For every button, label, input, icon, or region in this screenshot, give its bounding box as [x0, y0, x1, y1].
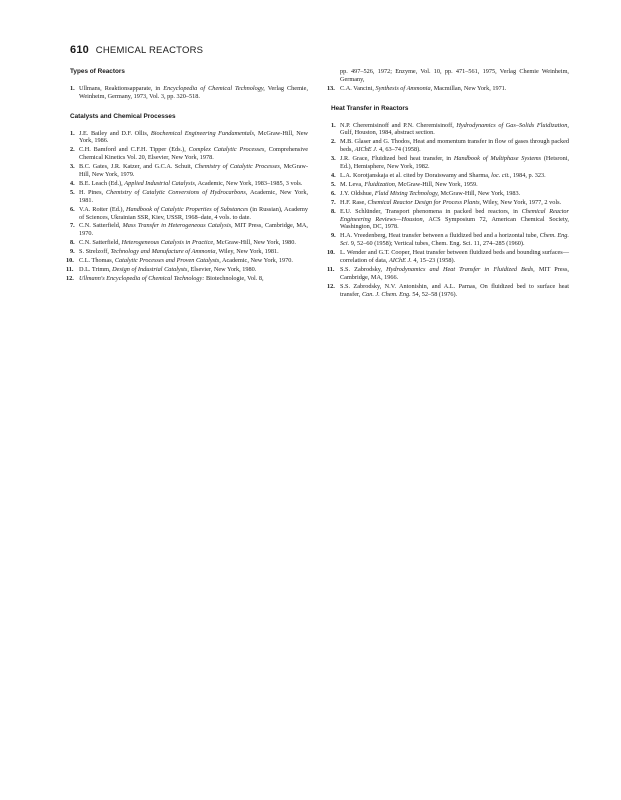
reference-title: AIChE J. [388, 257, 412, 265]
reference-text: L.A. Korotjanskaja et al. cited by Doraiswamy and Sharma, [340, 171, 492, 179]
reference-number: 4. [331, 171, 336, 179]
reference-number: 11. [327, 266, 335, 273]
reference-text: Macmillan, New York, 1971. [432, 84, 507, 92]
reference-entry [66, 275, 308, 283]
reference-entry [70, 130, 308, 146]
reference-text: 4, 63–74 (1958). [377, 146, 421, 154]
reference-entry [331, 172, 569, 180]
reference-number: 1. [70, 129, 75, 137]
reference-title: Heterogeneous Catalysis in Practice, [121, 239, 215, 247]
reference-entry [331, 199, 569, 207]
reference-list [70, 85, 308, 101]
reference-number: 12. [66, 275, 74, 283]
reference-text: M. Leva, [340, 180, 365, 188]
reference-number: 3. [331, 155, 336, 163]
reference-number: 1. [70, 85, 75, 92]
reference-entry [331, 190, 569, 198]
reference-number: 3. [70, 163, 75, 171]
reference-title: Design of Industrial Catalysts, [112, 266, 189, 274]
reference-entry [66, 266, 308, 274]
reference-title: Can. J. Chem. Eng. [361, 290, 411, 298]
reference-entry [327, 266, 569, 282]
reference-entry [70, 239, 308, 247]
reference-text: MIT Press, Cambridge, MA, 1970. [79, 222, 308, 238]
reference-text: D.L. Trimm, [79, 266, 113, 274]
reference-text: C.H. Bamford and C.F.H. Tipper (Eds.), [79, 146, 189, 154]
reference-number: 2. [70, 146, 75, 154]
reference-title: Catalytic Processes and Proven Catalysts, [114, 257, 221, 265]
reference-number: 6. [70, 205, 75, 213]
reference-number: 4. [70, 179, 75, 187]
reference-title: loc. cit., [491, 171, 512, 179]
reference-text: Elsevier, New York, 1980. [188, 266, 257, 274]
reference-entry [331, 155, 569, 171]
reference-text: H. Pines, [79, 188, 106, 196]
reference-text: Academic, New York, 1981. [79, 188, 309, 204]
reference-text: B.C. Gates, J.R. Katzer, and G.C.A. Schuit, [79, 163, 195, 171]
reference-number: 10. [327, 249, 335, 257]
reference-title: Hydrodynamics of Gas–Solids Fluidization, [456, 121, 569, 129]
reference-entry [70, 163, 308, 179]
reference-title: Chemistry of Catalytic Conversions of Hydrocarbons, [105, 188, 248, 196]
reference-text: McGraw-Hill, New York, 1959. [396, 180, 478, 188]
reference-number: 12. [327, 282, 335, 290]
reference-list [327, 121, 570, 299]
reference-text: McGraw-Hill, New York, 1979. [79, 163, 309, 178]
reference-text: B.E. Leach (Ed.), [79, 179, 125, 187]
reference-text: Wiley, New York, 1981. [217, 248, 279, 256]
reference-text: Wiley, New York, 1977, 2 vols. [481, 198, 562, 206]
reference-text: Gulf, Houston, 1984, abstract section. [340, 129, 435, 137]
reference-title: Handbook of Catalytic Properties of Substances [125, 205, 249, 213]
reference-title: Fluidization, [364, 180, 397, 188]
reference-number: 9. [331, 232, 336, 240]
reference-number: 2. [331, 138, 336, 146]
reference-number: 7. [70, 222, 75, 230]
reference-number: 1. [331, 121, 336, 129]
reference-entry [331, 181, 569, 189]
left-column [66, 68, 309, 284]
page-number: 610 [70, 44, 89, 56]
reference-text: S. Strelzoff, [79, 248, 111, 256]
reference-entry [70, 85, 308, 101]
reference-text: E.U. Schlünder, Transport phenomena in packed bed reactors, in [340, 207, 522, 215]
reference-text: 1984, p. 323. [511, 171, 546, 179]
reference-title: Hydrodynamics and Heat Transfer in Fluidized Beds, [386, 266, 535, 273]
reference-entry [327, 84, 569, 93]
reference-entry [327, 282, 569, 299]
reference-entry [70, 189, 308, 205]
reference-text: J.R. Grace, Fluidized bed heat transfer, in [340, 155, 454, 163]
reference-text: (in Russian), Academy of Sciences, Ukrainian SSR, Kiev, USSR, 1968–date, 4 vols. to date. [79, 205, 308, 221]
reference-text: S.S. Zabrodsky, [340, 266, 387, 273]
reference-title: Chemical Reactor Engineering Reviews—Houston, [340, 207, 569, 223]
reference-title: Biochemical Engineering Fundamentals, [150, 129, 256, 137]
reference-text: 4, 15–23 (1958). [411, 257, 456, 265]
reference-number: 5. [70, 188, 75, 196]
reference-text: 9, 52–60 (1958); Vertical tubes, Chem. Eng. Sci. 11, 274–285 (1960). [349, 240, 525, 248]
reference-entry [327, 249, 569, 265]
reference-title: AIChE J. [354, 146, 378, 154]
reference-number: 8. [331, 207, 336, 215]
reference-number: 10. [66, 257, 74, 265]
reference-text: N.P. Cheremisinoff and P.N. Cheremisinoff, [340, 121, 457, 129]
reference-text: C.N. Satterfield, [79, 222, 123, 230]
section-heading-catalysts: Catalysts and Chemical Processes [70, 112, 176, 120]
reference-text: J.E. Bailey and D.F. Ollis, [79, 129, 151, 137]
reference-list [66, 129, 309, 283]
reference-number: 7. [331, 198, 336, 206]
reference-text: C.N. Satterfield, [79, 239, 122, 247]
reference-text: ACS Symposium 72, American Chemical Society, Washington, DC, 1978. [340, 215, 569, 231]
reference-continuation [331, 68, 569, 84]
reference-text: V.A. Roiter (Ed.), [79, 205, 126, 213]
reference-title: Synthesis of Ammonia, [375, 84, 433, 92]
reference-entry [70, 180, 308, 188]
reference-number: 6. [331, 189, 336, 197]
reference-entry [331, 232, 569, 248]
reference-text: (Hetsroni, Ed.), Hemisphere, New York, 1982. [340, 155, 570, 170]
reference-number: 11. [66, 266, 74, 274]
reference-entry [331, 208, 569, 231]
reference-text: McGraw-Hill, New York, 1983. [438, 189, 521, 197]
reference-list [327, 84, 569, 93]
reference-entry [70, 248, 308, 256]
reference-entry [331, 122, 569, 138]
reference-title: Fluid Mixing Technology, [374, 189, 439, 197]
reference-number: 9. [70, 248, 75, 256]
reference-text: L. Wender and G.T. Cooper, Heat transfer between fluidized beds and bounding surfaces—correlation of data, [340, 249, 569, 265]
reference-title: Encyclopedia of Chemical Technology, [163, 85, 265, 92]
reference-title: Ullmann's Encyclopedia of Chemical Technology: [79, 275, 205, 283]
reference-entry [331, 138, 569, 154]
reference-text: Academic, New York, 1983–1985, 3 vols. [196, 179, 303, 187]
reference-list-continuation [331, 68, 569, 84]
reference-text: C.A. Vancini, [340, 84, 376, 92]
reference-text: M.B. Glaser and G. Thodos, Heat and momentum transfer in flow of gases through packed beds, [340, 138, 569, 154]
reference-text: J.Y. Oldshue, [340, 189, 375, 197]
reference-number: 5. [331, 180, 336, 188]
chapter-title: CHEMICAL REACTORS [95, 45, 204, 56]
reference-title: Technology and Manufacture of Ammonia, [110, 248, 218, 256]
reference-number: 13. [327, 84, 335, 92]
section-heading-types-of-reactors: Types of Reactors [70, 68, 125, 75]
reference-text: S.S. Zabrodsky, N.V. Antonishin, and A.L. Parnas, On fluidized bed to surface heat transfer, [340, 282, 569, 298]
reference-text: Academic, New York, 1970. [220, 257, 293, 265]
reference-text: Ullmans, Reaktionsapparate, in [79, 85, 164, 92]
reference-text: McGraw-Hill, New York, 1980. [214, 239, 296, 247]
reference-text: MIT Press, Cambridge, MA, 1966. [340, 266, 569, 281]
reference-entry [66, 257, 308, 265]
running-head [70, 44, 203, 56]
reference-text: Verlag Chemie, Weinheim, Germany, 1973, Vol. 3, pp. 320–518. [79, 85, 309, 100]
reference-title: Chem. Eng. Sci. [340, 232, 569, 248]
reference-title: Handbook of Multiphase Systems [453, 155, 542, 163]
reference-title: Chemistry of Catalytic Processes, [194, 163, 282, 171]
reference-entry [70, 146, 308, 162]
reference-entry [70, 206, 308, 222]
reference-text: H.A. Vreedenberg, Heat transfer between a fluidized bed and a horizontal tube, [340, 232, 540, 240]
reference-title: Chemical Reactor Design for Process Plants, [367, 198, 482, 206]
reference-title: Mass Transfer in Heterogeneous Catalysis, [122, 222, 233, 230]
right-column [327, 68, 570, 300]
reference-text: H.F. Rase, [340, 198, 368, 206]
reference-entry [70, 222, 308, 238]
reference-number: 8. [70, 239, 75, 247]
reference-text: pp. 497–526, 1972; Enzyme, Vol. 10, pp. 471–561, 1975, Verlag Chemie Weinheim, Germany, [340, 68, 569, 83]
reference-text: McGraw-Hill, New York, 1986. [79, 129, 308, 145]
reference-title: Applied Industrial Catalysis, [124, 179, 197, 187]
reference-text: C.L. Thomas, [79, 257, 115, 265]
reference-title: Complex Catalytic Processes, [188, 146, 266, 154]
section-heading-heat-transfer: Heat Transfer in Reactors [331, 104, 409, 112]
reference-text: 54, 52–58 (1976). [410, 290, 458, 298]
reference-text: Biotechnologie, Vol. 8, [204, 275, 264, 283]
reference-text: Comprehensive Chemical Kinetics Vol. 20, Elsevier, New York, 1978. [79, 146, 308, 162]
